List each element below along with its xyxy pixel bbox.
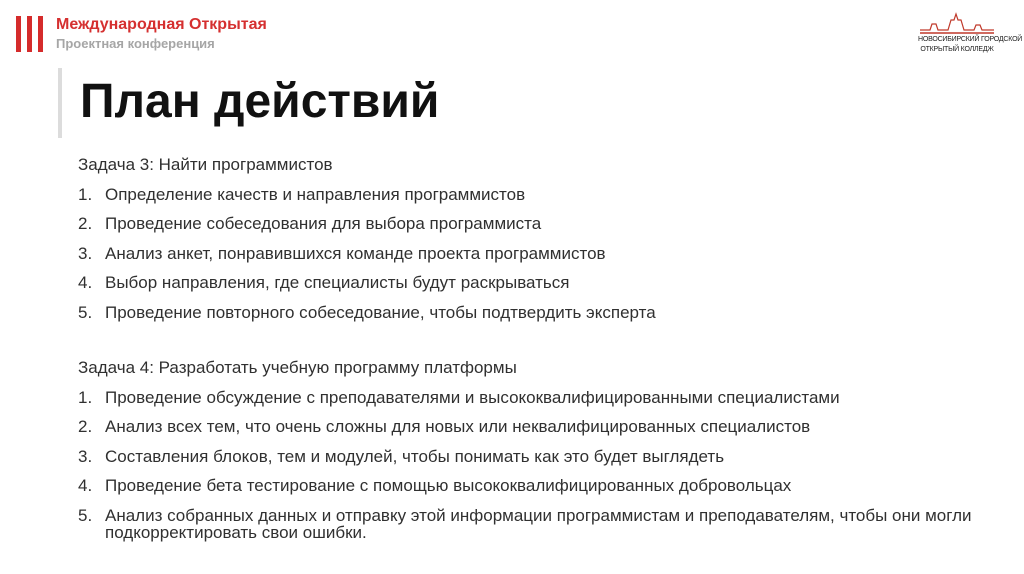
conference-subtitle: Проектная конференция: [56, 36, 215, 51]
task3-heading: Задача 3: Найти программистов: [78, 155, 333, 174]
college-logo: [918, 8, 1023, 60]
slide-content: [78, 150, 978, 541]
college-name-line1: НОВОСИБИРСКИЙ ГОРОДСКОЙ: [918, 36, 1023, 43]
task3-list: [78, 180, 978, 328]
spacer: [78, 327, 978, 353]
list-item: 3. Анализ анкет, понравившихся команде проекта программистов: [78, 243, 606, 263]
task4-heading: Задача 4: Разработать учебную программу платформы: [78, 358, 517, 377]
list-item: 2. Анализ всех тем, что очень сложны для новых или неквалифицированных специалистов: [78, 417, 811, 436]
list-item: 1. Определение качеств и направления программистов: [78, 184, 526, 204]
list-item: 3. Составления блоков, тем и модулей, чтобы понимать как это будет выглядеть: [78, 446, 725, 466]
conference-bars-icon: [16, 16, 46, 52]
college-name-line2: ОТКРЫТЫЙ КОЛЛЕДЖ: [920, 46, 994, 53]
list-item: 4. Выбор направления, где специалисты будут раскрываться: [78, 273, 570, 292]
city-skyline-icon: [918, 8, 996, 36]
title-accent-bar: [58, 68, 62, 138]
list-item: 5. Анализ собранных данных и отправку этой информации программистам и преподавателям, чтобы они могли подкорректировать свои ошибки.: [78, 505, 972, 542]
list-item: 1. Проведение обсуждение с преподавателями и высококвалифицированными специалистами: [78, 387, 840, 407]
list-item: 5. Проведение повторного собеседование, чтобы подтвердить эксперта: [78, 302, 656, 322]
conference-title: Международная Открытая: [56, 16, 267, 33]
list-item: 4. Проведение бета тестирование с помощью высококвалифицированных добровольцах: [78, 476, 792, 495]
task4-list: [78, 383, 978, 541]
list-item: 2. Проведение собеседования для выбора программиста: [78, 214, 542, 233]
page-title: План действий: [80, 75, 440, 128]
